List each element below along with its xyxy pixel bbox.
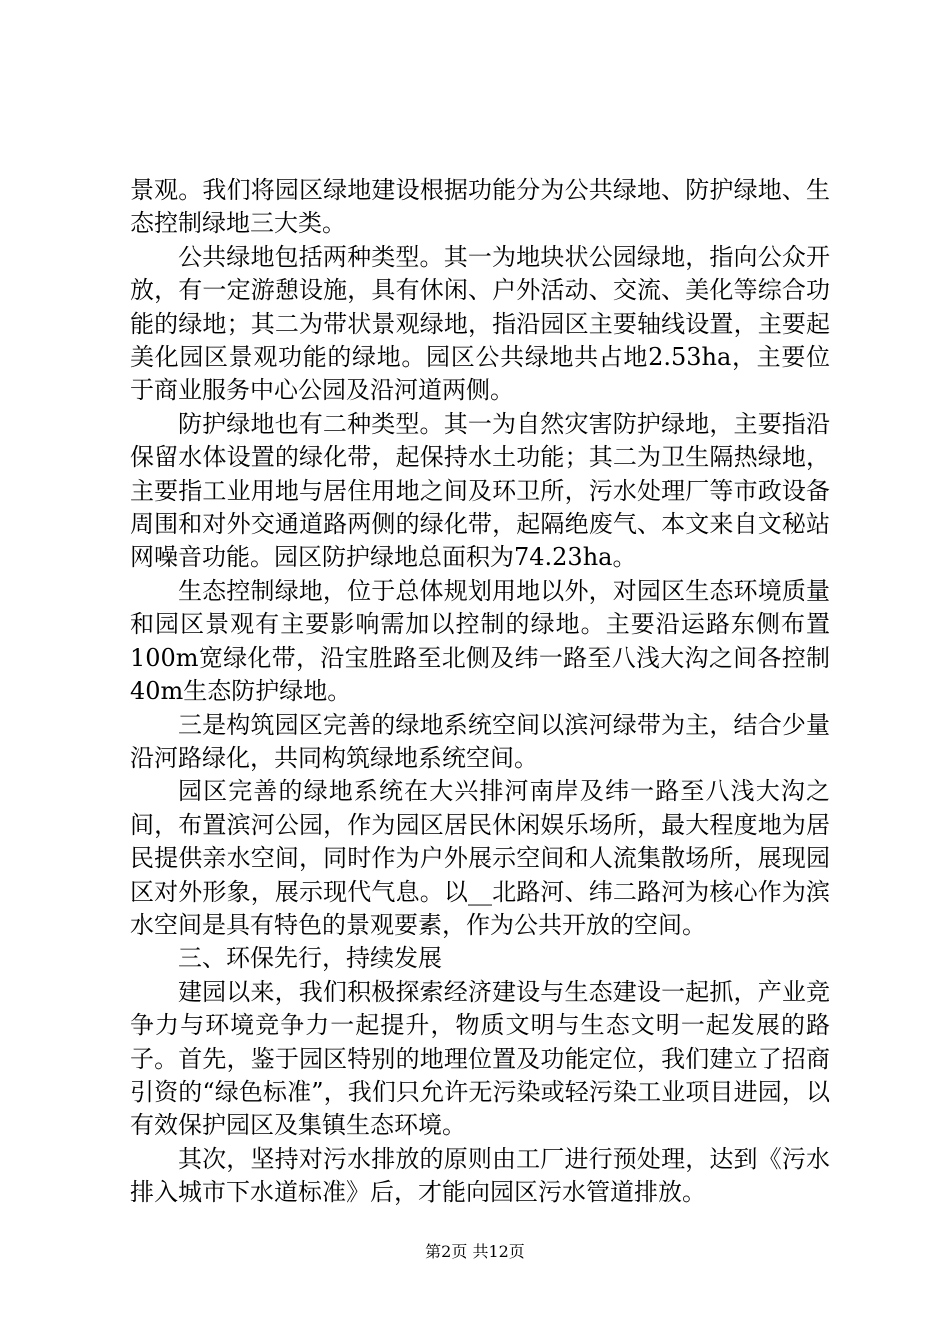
- document-body: [130, 174, 830, 1210]
- page-footer: 第2页 共12页: [425, 1242, 525, 1261]
- paragraph-public-green: 公共绿地包括两种类型。其一为地块状公园绿地，指向公众开放，有一定游憩设施，具有休闲、户外活动、交流、美化等综合功能的绿地；其二为带状景观绿地，指沿园区主要轴线设置，主要起美化园区景观功能的绿地。园区公共绿地共占地2.53ha，主要位于商业服务中心公园及沿河道两侧。: [130, 242, 830, 405]
- section-heading: 三、环保先行，持续发展: [178, 944, 442, 973]
- paragraph-sewage: 其次，坚持对污水排放的原则由工厂进行预处理，达到《污水排入城市下水道标准》后，才能向园区污水管道排放。: [130, 1144, 830, 1207]
- paragraph-protective-green: 防护绿地也有二种类型。其一为自然灾害防护绿地，主要指沿保留水体设置的绿化带，起保持水土功能；其二为卫生隔热绿地，主要指工业用地与居住用地之间及环卫所，污水处理厂等市政设备周围和对外交通道路两侧的绿化带，起隔绝废气、本文来自文秘站网噪音功能。园区防护绿地总面积为74.23ha。: [130, 409, 830, 572]
- paragraph-green-system: 三是构筑园区完善的绿地系统空间以滨河绿带为主，结合少量沿河路绿化，共同构筑绿地系统空间。: [130, 710, 830, 772]
- paragraph-ecological-control: 生态控制绿地，位于总体规划用地以外，对园区生态环境质量和园区景观有主要影响需加以控制的绿地。主要沿运路东侧布置100m宽绿化带，沿宝胜路至北侧及纬一路至八浅大沟之间各控制40m生态防护绿地。: [130, 576, 830, 706]
- paragraph-environment-first: 建园以来，我们积极探索经济建设与生态建设一起抓，产业竞争力与环境竞争力一起提升，物质文明与生态文明一起发展的路子。首先，鉴于园区特别的地理位置及功能定位，我们建立了招商引资的“绿色标准”，我们只允许无污染或轻污染工业项目进园，以有效保护园区及集镇生态环境。: [130, 977, 830, 1140]
- paragraph-riverside-park: 园区完善的绿地系统在大兴排河南岸及纬一路至八浅大沟之间，布置滨河公园，作为园区居民休闲娱乐场所，最大程度地为居民提供亲水空间，同时作为户外展示空间和人流集散场所，展现园区对外形象，展示现代气息。以__北路河、纬二路河为核心作为滨水空间是具有特色的景观要素，作为公共开放的空间。: [130, 777, 830, 939]
- paragraph-continuation: 景观。我们将园区绿地建设根据功能分为公共绿地、防护绿地、生态控制绿地三大类。: [130, 176, 830, 238]
